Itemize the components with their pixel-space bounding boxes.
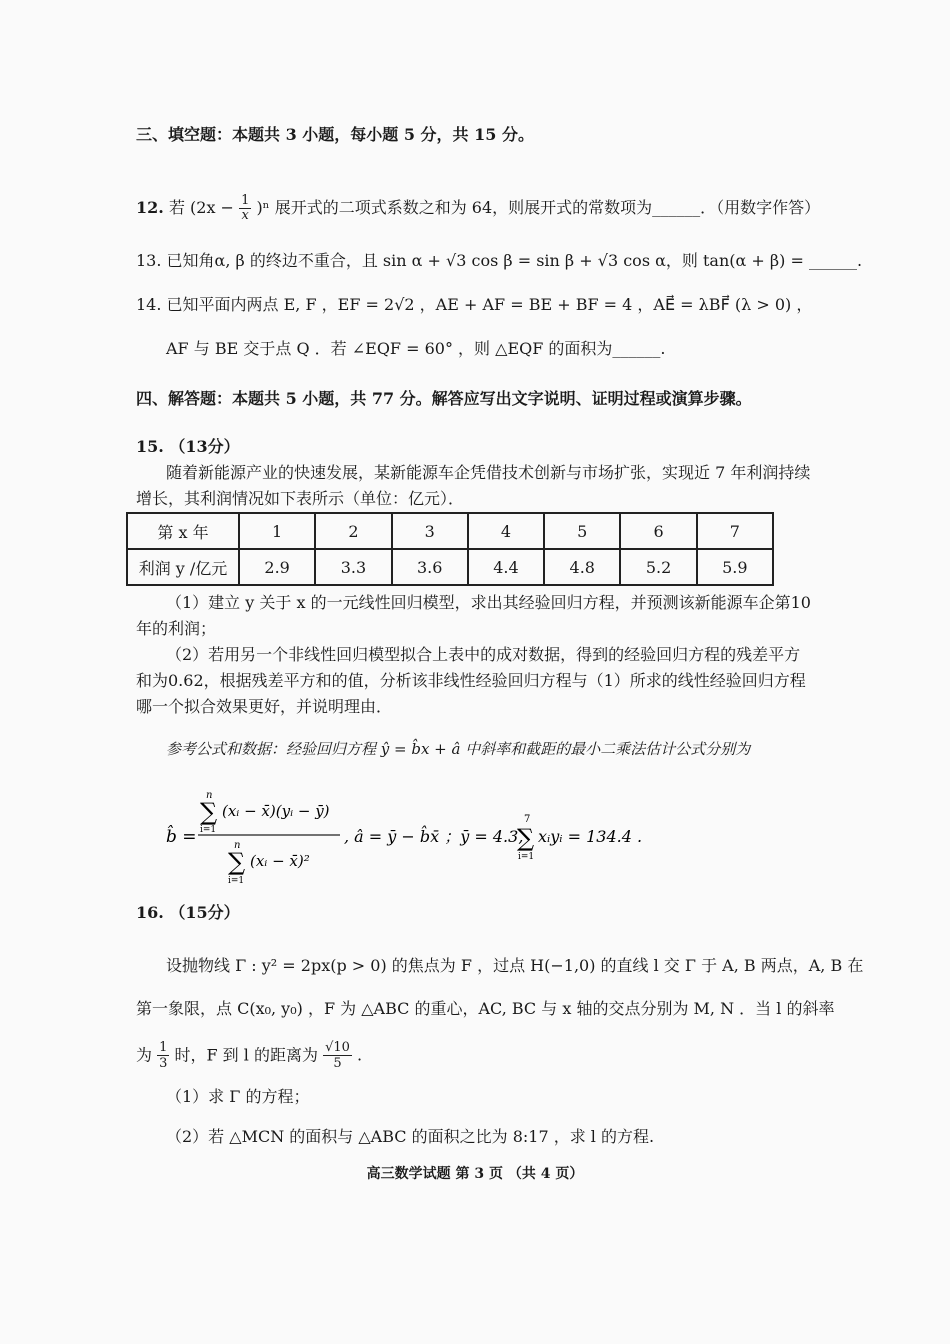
q16-line3 — [136, 1040, 362, 1071]
num-sigma: ∑ — [200, 798, 218, 826]
q16-line1: 设抛物线 Γ : y² = 2px(p > 0) 的焦点为 F ，过点 H(−1,0) 的直线 l 交 Γ 于 A, B 两点，A, B 在 — [166, 956, 864, 975]
table-cell: 6 — [620, 513, 696, 549]
q16-line2: 第一象限，点 C(x₀, y₀) ，F 为 △ABC 的重心，AC, BC 与 x 轴的交点分别为 M, N ．当 l 的斜率 — [136, 999, 835, 1018]
table-cell: 5.9 — [697, 549, 773, 585]
sum-sigma-upper: 7 — [524, 814, 531, 825]
q15-intro-line1: 随着新能源产业的快速发展，某新能源车企凭借技术创新与市场扩张，实现近 7 年利润持续 — [166, 463, 811, 482]
q16-slope-num: 1 — [159, 1040, 168, 1055]
page-footer: 高三数学试题 第 3 页 （共 4 页） — [366, 1166, 584, 1182]
q16-line3-b: 时，F 到 l 的距离为 — [174, 1045, 318, 1065]
q15-part2-line2: 和为0.62，根据残差平方和的值，分析该非线性经验回归方程与（1）所求的线性经验回归方程 — [136, 671, 806, 690]
q12-after: )ⁿ 展开式的二项式系数之和为 64，则展开式的常数项为______．（用数字作答） — [256, 198, 821, 217]
question-14-line1: 14. 已知平面内两点 E, F ，EF = 2√2 ，AE + AF = BE + BF = 4 ，AE⃗ = λBF⃗ (λ > 0) ， — [136, 295, 813, 314]
table-cell: 5 — [544, 513, 620, 549]
formula-denominator: (xᵢ − x̄)² — [250, 852, 310, 870]
table-row — [127, 513, 773, 549]
q16-slope-den: 3 — [159, 1056, 168, 1071]
table-cell: 3 — [392, 513, 468, 549]
table-cell: 4.8 — [544, 549, 620, 585]
q15-part2-line3: 哪一个拟合效果更好，并说明理由． — [136, 697, 393, 716]
table-head-year: 第 x 年 — [127, 513, 239, 549]
table-cell: 5.2 — [620, 549, 696, 585]
section3-heading: 三、填空题：本题共 3 小题，每小题 5 分，共 15 分。 — [136, 125, 534, 144]
sum-body: xᵢyᵢ = 134.4 . — [538, 827, 643, 846]
num-sigma-lower: i=1 — [200, 825, 217, 835]
q12-number: 12. — [136, 198, 164, 217]
question-12 — [136, 194, 820, 223]
question-13: 13. 已知角α, β 的终边不重合，且 sin α + √3 cos β = sin β + √3 cos α，则 tan(α + β) = ______. — [136, 251, 863, 270]
q16-slope-fraction — [157, 1040, 169, 1071]
den-sigma-upper: n — [234, 840, 241, 851]
q16-part2: （2）若 △MCN 的面积与 △ABC 的面积之比为 8:17 ，求 l 的方程. — [166, 1127, 655, 1146]
q12-frac-num: 1 — [241, 193, 250, 208]
q12-before: 若 (2x − — [168, 198, 234, 217]
q16-distance-den: 5 — [333, 1056, 342, 1071]
q12-frac-den: x — [241, 208, 249, 223]
sum-sigma: ∑ — [517, 824, 535, 852]
q16-distance-num: √10 — [325, 1040, 350, 1055]
formula-rest: , â = ȳ − b̂x̄ ；ȳ = 4.3, — [344, 827, 524, 846]
den-sigma-lower: i=1 — [228, 876, 245, 886]
table-cell: 2 — [315, 513, 391, 549]
q16-distance-fraction — [323, 1040, 352, 1071]
sum-sigma-lower: i=1 — [518, 852, 535, 862]
q16-line3-c: . — [356, 1045, 363, 1065]
q15-part1-line1: （1）建立 y 关于 x 的一元线性回归模型，求出其经验回归方程，并预测该新能源车企第10 — [166, 593, 811, 612]
b-hat-label: b̂ = — [166, 827, 197, 847]
table-cell: 3.3 — [315, 549, 391, 585]
q16-part1: （1）求 Γ 的方程； — [166, 1087, 310, 1106]
question-16-title: 16. （15分） — [136, 903, 240, 922]
q15-intro-line2: 增长，其利润情况如下表所示（单位：亿元）． — [136, 489, 465, 508]
q15-reference: 参考公式和数据：经验回归方程 ŷ = b̂x + â 中斜率和截距的最小二乘法估计公式分别为 — [166, 740, 751, 758]
table-cell: 7 — [697, 513, 773, 549]
table-row — [127, 549, 773, 585]
table-cell: 2.9 — [239, 549, 315, 585]
table-head-profit: 利润 y /亿元 — [127, 549, 239, 585]
question-15-title: 15. （13分） — [136, 437, 240, 456]
q12-fraction — [239, 194, 251, 223]
table-cell: 1 — [239, 513, 315, 549]
regression-formula — [160, 780, 680, 890]
formula-numerator: (xᵢ − x̄)(yᵢ − ȳ) — [222, 802, 330, 820]
q15-part2-line1: （2）若用另一个非线性回归模型拟合上表中的成对数据，得到的经验回归方程的残差平方 — [166, 645, 801, 664]
den-sigma: ∑ — [228, 848, 246, 876]
table-cell: 4 — [468, 513, 544, 549]
table-cell: 4.4 — [468, 549, 544, 585]
table-cell: 3.6 — [392, 549, 468, 585]
section4-heading: 四、解答题：本题共 5 小题，共 77 分。解答应写出文字说明、证明过程或演算步骤。 — [136, 389, 752, 408]
num-sigma-upper: n — [206, 790, 213, 801]
q16-line3-a: 为 — [136, 1045, 153, 1065]
q15-part1-line2: 年的利润； — [136, 619, 217, 638]
profit-table — [126, 512, 774, 586]
question-14-line2: AF 与 BE 交于点 Q ．若 ∠EQF = 60° ，则 △EQF 的面积为______. — [166, 339, 666, 358]
